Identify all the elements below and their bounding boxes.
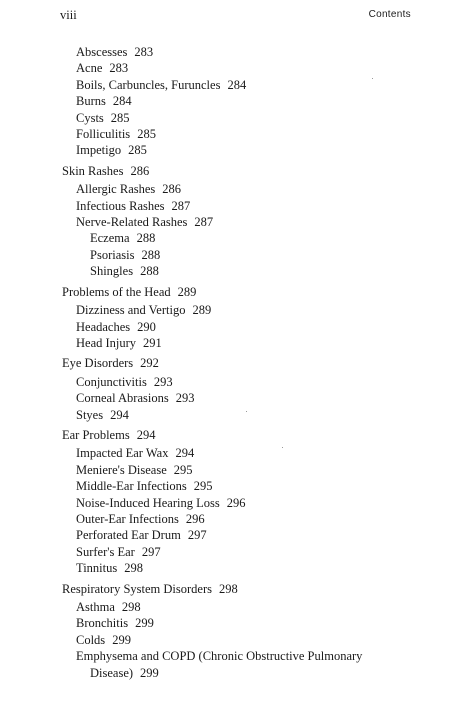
toc-page-number: 289 <box>192 303 212 318</box>
toc-section-heading[interactable] <box>0 355 453 371</box>
toc-entry[interactable] <box>0 374 453 390</box>
toc-entry-title: Impetigo <box>76 143 122 158</box>
toc-page-number: 292 <box>140 356 159 371</box>
toc-page-number: 298 <box>124 561 143 576</box>
toc-page-number: 295 <box>193 479 213 494</box>
toc-page-number: 284 <box>227 77 247 92</box>
toc-heading-title: Respiratory System Disorders <box>62 581 212 596</box>
toc-section <box>0 581 453 681</box>
table-of-contents <box>0 44 453 681</box>
toc-section-heading[interactable] <box>0 427 453 443</box>
toc-page-number: 288 <box>136 231 156 246</box>
toc-page-number: 296 <box>226 495 246 510</box>
toc-page-number: 294 <box>136 427 156 442</box>
toc-entry[interactable] <box>0 142 453 158</box>
toc-entry-title: Conjunctivitis <box>76 374 147 389</box>
toc-entry-title: Boils, Carbuncles, Furuncles <box>76 77 221 92</box>
toc-entry[interactable] <box>0 544 453 560</box>
toc-entry[interactable] <box>0 445 453 461</box>
toc-page-number: 299 <box>112 632 131 647</box>
toc-entry-title: Allergic Rashes <box>76 182 156 197</box>
toc-entry-title: Meniere's Disease <box>76 462 167 477</box>
toc-page-number: 294 <box>110 407 129 422</box>
toc-entry-title: Nerve-Related Rashes <box>76 215 188 230</box>
toc-entry-title: Abscesses <box>76 45 128 59</box>
toc-page-number: 297 <box>141 544 161 559</box>
toc-entry-title: Corneal Abrasions <box>76 391 169 406</box>
toc-entry[interactable] <box>0 495 453 511</box>
toc-entry[interactable] <box>0 632 453 648</box>
toc-page-number: 295 <box>173 462 193 477</box>
toc-heading-title: Eye Disorders <box>62 356 134 371</box>
toc-page-number: 293 <box>175 391 195 406</box>
toc-entry[interactable] <box>0 60 453 76</box>
toc-entry[interactable] <box>0 302 453 318</box>
toc-entry-title: Noise-Induced Hearing Loss <box>76 495 220 510</box>
toc-page-number: 298 <box>218 581 238 596</box>
toc-entry-title: Psoriasis <box>90 247 135 262</box>
running-head <box>60 8 411 24</box>
toc-entry[interactable] <box>0 93 453 109</box>
toc-page-number: 299 <box>140 665 159 680</box>
toc-page-number: 287 <box>171 198 191 213</box>
toc-entry-title: Outer-Ear Infections <box>76 511 179 526</box>
toc-page-number: 290 <box>137 319 156 334</box>
toc-entry[interactable] <box>0 263 453 279</box>
toc-entry-title: Dizziness and Vertigo <box>76 303 186 318</box>
toc-entry-title: Acne <box>76 61 103 76</box>
toc-entry[interactable] <box>0 615 453 631</box>
toc-page-number: 298 <box>121 600 141 614</box>
toc-entry[interactable] <box>0 44 453 60</box>
toc-entry[interactable] <box>0 126 453 142</box>
toc-heading-title: Skin Rashes <box>62 163 124 178</box>
toc-page-number: 288 <box>140 264 159 279</box>
toc-entry-title: Tinnitus <box>76 561 118 576</box>
toc-entry-title: Impacted Ear Wax <box>76 446 169 461</box>
toc-entry-title: Styes <box>76 407 104 422</box>
scan-speck <box>246 411 247 412</box>
toc-entry-title: Perforated Ear Drum <box>76 528 181 543</box>
toc-entry[interactable] <box>0 648 390 681</box>
toc-entry-title: Surfer's Ear <box>76 544 135 559</box>
toc-page-number: 293 <box>153 374 173 389</box>
toc-entry[interactable] <box>0 230 453 246</box>
toc-entry[interactable] <box>0 198 453 214</box>
toc-page-number: 285 <box>137 127 156 142</box>
toc-heading-title: Problems of the Head <box>62 284 171 299</box>
toc-entry[interactable] <box>0 319 453 335</box>
toc-entry[interactable] <box>0 599 453 615</box>
toc-page-number: 296 <box>185 511 205 526</box>
toc-section-heading[interactable] <box>0 581 453 597</box>
toc-page-number: 285 <box>128 143 147 158</box>
toc-page-number: 294 <box>175 446 195 461</box>
toc-entry-title: Colds <box>76 632 106 647</box>
toc-page-number: 289 <box>177 284 197 299</box>
toc-page-number: 286 <box>130 163 150 178</box>
toc-heading-title: Ear Problems <box>62 427 130 442</box>
toc-entry[interactable] <box>0 560 453 576</box>
toc-page-number: 297 <box>187 528 207 543</box>
toc-section <box>0 427 453 577</box>
toc-entry-title: Bronchitis <box>76 616 129 631</box>
toc-entry-title: Shingles <box>90 264 134 279</box>
toc-entry-title: Cysts <box>76 110 104 125</box>
scan-speck <box>282 447 283 448</box>
toc-page-number: 288 <box>141 247 161 262</box>
toc-section <box>0 44 453 159</box>
toc-entry-title: Burns <box>76 94 106 109</box>
toc-entry[interactable] <box>0 478 453 494</box>
toc-page-number: 286 <box>162 182 182 197</box>
running-head-title: Contents <box>368 9 411 20</box>
toc-section-heading[interactable] <box>0 284 453 300</box>
toc-entry-title: Infectious Rashes <box>76 198 165 213</box>
toc-entry[interactable] <box>0 247 453 263</box>
page-folio: viii <box>60 8 77 22</box>
toc-page-number: 291 <box>143 335 162 350</box>
toc-page-number: 283 <box>134 45 154 59</box>
toc-entry[interactable] <box>0 77 453 93</box>
toc-section <box>0 284 453 352</box>
toc-entry-title: Folliculitis <box>76 127 131 142</box>
toc-entry-title: Asthma <box>76 600 115 614</box>
scan-speck <box>372 78 373 79</box>
toc-section-heading[interactable] <box>0 163 453 179</box>
toc-page-number: 285 <box>110 110 130 125</box>
toc-entry[interactable] <box>0 110 453 126</box>
toc-entry[interactable] <box>0 511 453 527</box>
toc-entry[interactable] <box>0 527 453 543</box>
toc-entry[interactable] <box>0 390 453 406</box>
toc-entry-title: Eczema <box>90 231 130 246</box>
toc-entry[interactable] <box>0 462 453 478</box>
toc-entry-title: Headaches <box>76 319 131 334</box>
toc-entry[interactable] <box>0 335 453 351</box>
toc-entry[interactable] <box>0 214 453 230</box>
toc-page-number: 284 <box>112 94 132 109</box>
toc-entry-title: Middle-Ear Infections <box>76 479 187 494</box>
toc-page-number: 283 <box>109 61 129 76</box>
toc-entry-title: Head Injury <box>76 335 137 350</box>
toc-entry-title: Emphysema and COPD (Chronic Obstructive Pulmonary Disease) <box>76 649 363 680</box>
toc-entry[interactable] <box>0 407 453 423</box>
toc-section <box>0 355 453 423</box>
toc-entry[interactable] <box>0 181 453 197</box>
toc-page-number: 299 <box>135 616 154 631</box>
toc-page-number: 287 <box>194 215 214 230</box>
toc-section <box>0 163 453 280</box>
